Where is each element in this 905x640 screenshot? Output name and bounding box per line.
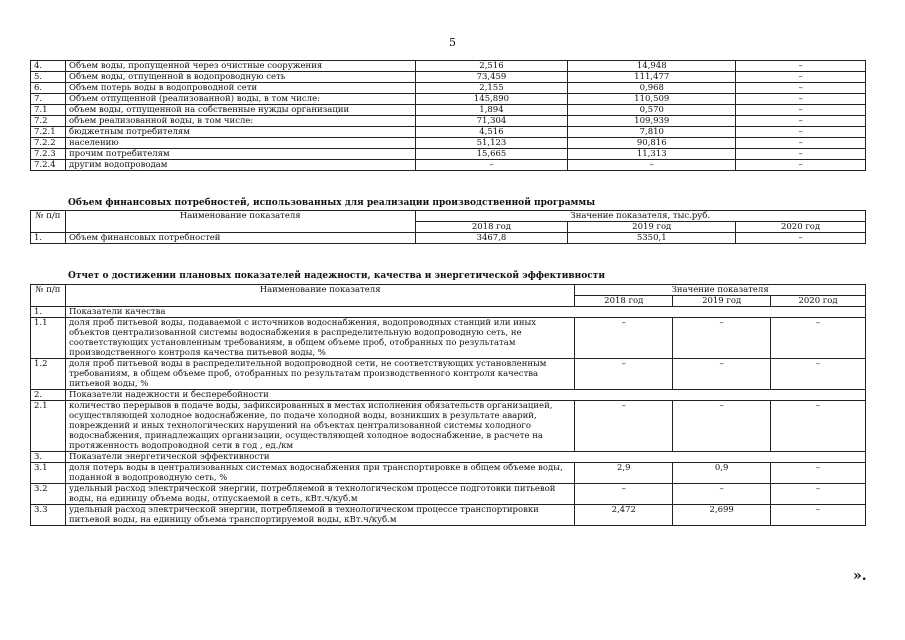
table-row — [31, 72, 866, 83]
row-2018: 3467,8 — [415, 233, 568, 244]
row-name: Показатели энергетической эффективности — [65, 452, 865, 463]
row-2019: – — [673, 484, 771, 505]
table-row — [31, 463, 866, 484]
row-name: Объем отпущенной (реализованной) воды, в том числе: — [65, 94, 415, 105]
row-num: 1.1 — [31, 318, 66, 359]
row-name: доля проб питьевой воды, подаваемой с источников водоснабжения, водопроводных станций или иных объектов централизованной системы водоснабжения в распределительную водопроводную сеть, не соответствующих установленным требованиям, в общем объеме проб, отобранных по результатам производственного контроля качества питьевой воды, % — [65, 318, 574, 359]
volumes-table-body — [31, 61, 866, 171]
header-value: Значение показателя — [575, 285, 866, 296]
row-v2020: – — [736, 61, 866, 72]
row-v2018: – — [415, 160, 568, 171]
row-v2018: 2,516 — [415, 61, 568, 72]
row-v2019: 111,477 — [568, 72, 736, 83]
row-v2020: – — [736, 72, 866, 83]
row-num: 2. — [31, 390, 66, 401]
table-row — [31, 318, 866, 359]
row-v2019: 14,948 — [568, 61, 736, 72]
table-row — [31, 484, 866, 505]
row-name: Объем финансовых потребностей — [65, 233, 415, 244]
table-row — [31, 149, 866, 160]
row-name: удельный расход электрической энергии, потребляемой в технологическом процессе подготовки питьевой воды, на единицу объема воды, отпускаемой в сеть, кВт.ч/куб.м — [65, 484, 574, 505]
row-name: количество перерывов в подаче воды, зафиксированных в местах исполнения обязательств организацией, осуществляющей холодное водоснабжение, по подаче холодной воды, возникших в результате аварий, повреждений и иных технологических нарушений на объектах централизованной системы холодного водоснабжения, принадлежащих организации, осуществляющей холодное водоснабжение, в расчете на протяженность водопроводной сети в год , ед./км — [65, 401, 574, 452]
header-year-2018: 2018 год — [415, 222, 568, 233]
row-2018: – — [575, 401, 673, 452]
row-num: 2.1 — [31, 401, 66, 452]
row-num: 3.3 — [31, 505, 66, 526]
row-2018: 2,472 — [575, 505, 673, 526]
row-2019: – — [673, 359, 771, 390]
row-num: 7.2.1 — [31, 127, 66, 138]
row-v2018: 2,155 — [415, 83, 568, 94]
row-v2018: 145,890 — [415, 94, 568, 105]
row-name: доля потерь воды в централизованных системах водоснабжения при транспортировке в общем объеме воды, поданной в водопроводную сеть, % — [65, 463, 574, 484]
row-v2019: 11,313 — [568, 149, 736, 160]
row-name: объем реализованной воды, в том числе: — [65, 116, 415, 127]
row-num: 3.1 — [31, 463, 66, 484]
row-v2019: 0,570 — [568, 105, 736, 116]
row-2020: – — [736, 233, 866, 244]
section-row — [31, 390, 866, 401]
header-year-2020: 2020 год — [771, 296, 866, 307]
section-row — [31, 452, 866, 463]
row-2019: 5350,1 — [568, 233, 736, 244]
row-v2018: 71,304 — [415, 116, 568, 127]
row-v2019: 110,509 — [568, 94, 736, 105]
row-v2018: 1,894 — [415, 105, 568, 116]
header-year-2020: 2020 год — [736, 222, 866, 233]
row-v2018: 15,665 — [415, 149, 568, 160]
table-row — [31, 61, 866, 72]
row-name: Объем воды, пропущенной через очистные сооружения — [65, 61, 415, 72]
row-2019: 0,9 — [673, 463, 771, 484]
row-v2020: – — [736, 138, 866, 149]
header-num: № п/п — [31, 211, 66, 233]
row-name: бюджетным потребителям — [65, 127, 415, 138]
page-number: 5 — [449, 36, 456, 49]
indicators-table — [30, 284, 866, 526]
row-name: объем воды, отпущенной на собственные нужды организации — [65, 105, 415, 116]
row-num: 3.2 — [31, 484, 66, 505]
row-num: 7. — [31, 94, 66, 105]
row-num: 6. — [31, 83, 66, 94]
row-name: Показатели качества — [65, 307, 865, 318]
financial-needs-title: Объем финансовых потребностей, использованных для реализации производственной программы — [68, 198, 596, 208]
row-num: 1. — [31, 233, 66, 244]
row-v2019: 7,810 — [568, 127, 736, 138]
row-2020: – — [771, 505, 866, 526]
row-num: 1.2 — [31, 359, 66, 390]
row-v2020: – — [736, 160, 866, 171]
header-year-2019: 2019 год — [673, 296, 771, 307]
row-v2020: – — [736, 127, 866, 138]
row-2020: – — [771, 401, 866, 452]
row-v2019: 90,816 — [568, 138, 736, 149]
table-row — [31, 94, 866, 105]
table-row — [31, 83, 866, 94]
header-num: № п/п — [31, 285, 66, 307]
row-2020: – — [771, 484, 866, 505]
row-name: доля проб питьевой воды в распределительной водопроводной сети, не соответствующих установленным требованиям, в общем объеме проб, отобранных по результатам производственного контроля качества питьевой воды, % — [65, 359, 574, 390]
header-year-2018: 2018 год — [575, 296, 673, 307]
table-row — [31, 359, 866, 390]
row-num: 1. — [31, 307, 66, 318]
table-row — [31, 401, 866, 452]
header-value: Значение показателя, тыс.руб. — [415, 211, 865, 222]
row-name: Объем воды, отпущенной в водопроводную сеть — [65, 72, 415, 83]
row-v2018: 73,459 — [415, 72, 568, 83]
row-v2020: – — [736, 116, 866, 127]
header-year-2019: 2019 год — [568, 222, 736, 233]
row-2019: 2,699 — [673, 505, 771, 526]
row-num: 7.2.3 — [31, 149, 66, 160]
row-2018: – — [575, 484, 673, 505]
row-name: населению — [65, 138, 415, 149]
row-num: 7.2.4 — [31, 160, 66, 171]
header-name: Наименование показателя — [65, 211, 415, 233]
row-num: 5. — [31, 72, 66, 83]
table-row — [31, 105, 866, 116]
closing-quote-mark: ». — [853, 568, 867, 584]
indicators-title: Отчет о достижении плановых показателей надежности, качества и энергетической эффективности — [68, 271, 606, 281]
table-row — [31, 116, 866, 127]
row-v2020: – — [736, 83, 866, 94]
row-num: 7.2 — [31, 116, 66, 127]
row-name: удельный расход электрической энергии, потребляемой в технологическом процессе транспортировки питьевой воды, на единицу объема транспортируемой воды, кВт.ч/куб.м — [65, 505, 574, 526]
row-2020: – — [771, 318, 866, 359]
row-num: 4. — [31, 61, 66, 72]
row-2019: – — [673, 401, 771, 452]
financial-needs-table — [30, 210, 866, 244]
row-v2020: – — [736, 94, 866, 105]
table-row — [31, 505, 866, 526]
row-name: Объем потерь воды в водопроводной сети — [65, 83, 415, 94]
row-v2018: 51,123 — [415, 138, 568, 149]
row-num: 3. — [31, 452, 66, 463]
table-row — [31, 138, 866, 149]
row-name: Показатели надежности и бесперебойности — [65, 390, 865, 401]
row-2018: – — [575, 318, 673, 359]
row-v2020: – — [736, 105, 866, 116]
row-v2019: – — [568, 160, 736, 171]
row-num: 7.2.2 — [31, 138, 66, 149]
row-v2019: 109,939 — [568, 116, 736, 127]
row-2019: – — [673, 318, 771, 359]
row-name: другим водопроводам — [65, 160, 415, 171]
row-2018: 2,9 — [575, 463, 673, 484]
table-row — [31, 233, 866, 244]
row-2020: – — [771, 463, 866, 484]
row-v2018: 4,516 — [415, 127, 568, 138]
row-v2019: 0,968 — [568, 83, 736, 94]
header-name: Наименование показателя — [65, 285, 574, 307]
table-row — [31, 127, 866, 138]
volumes-table — [30, 60, 866, 171]
row-num: 7.1 — [31, 105, 66, 116]
row-2020: – — [771, 359, 866, 390]
row-v2020: – — [736, 149, 866, 160]
row-name: прочим потребителям — [65, 149, 415, 160]
row-2018: – — [575, 359, 673, 390]
section-row — [31, 307, 866, 318]
table-row — [31, 160, 866, 171]
